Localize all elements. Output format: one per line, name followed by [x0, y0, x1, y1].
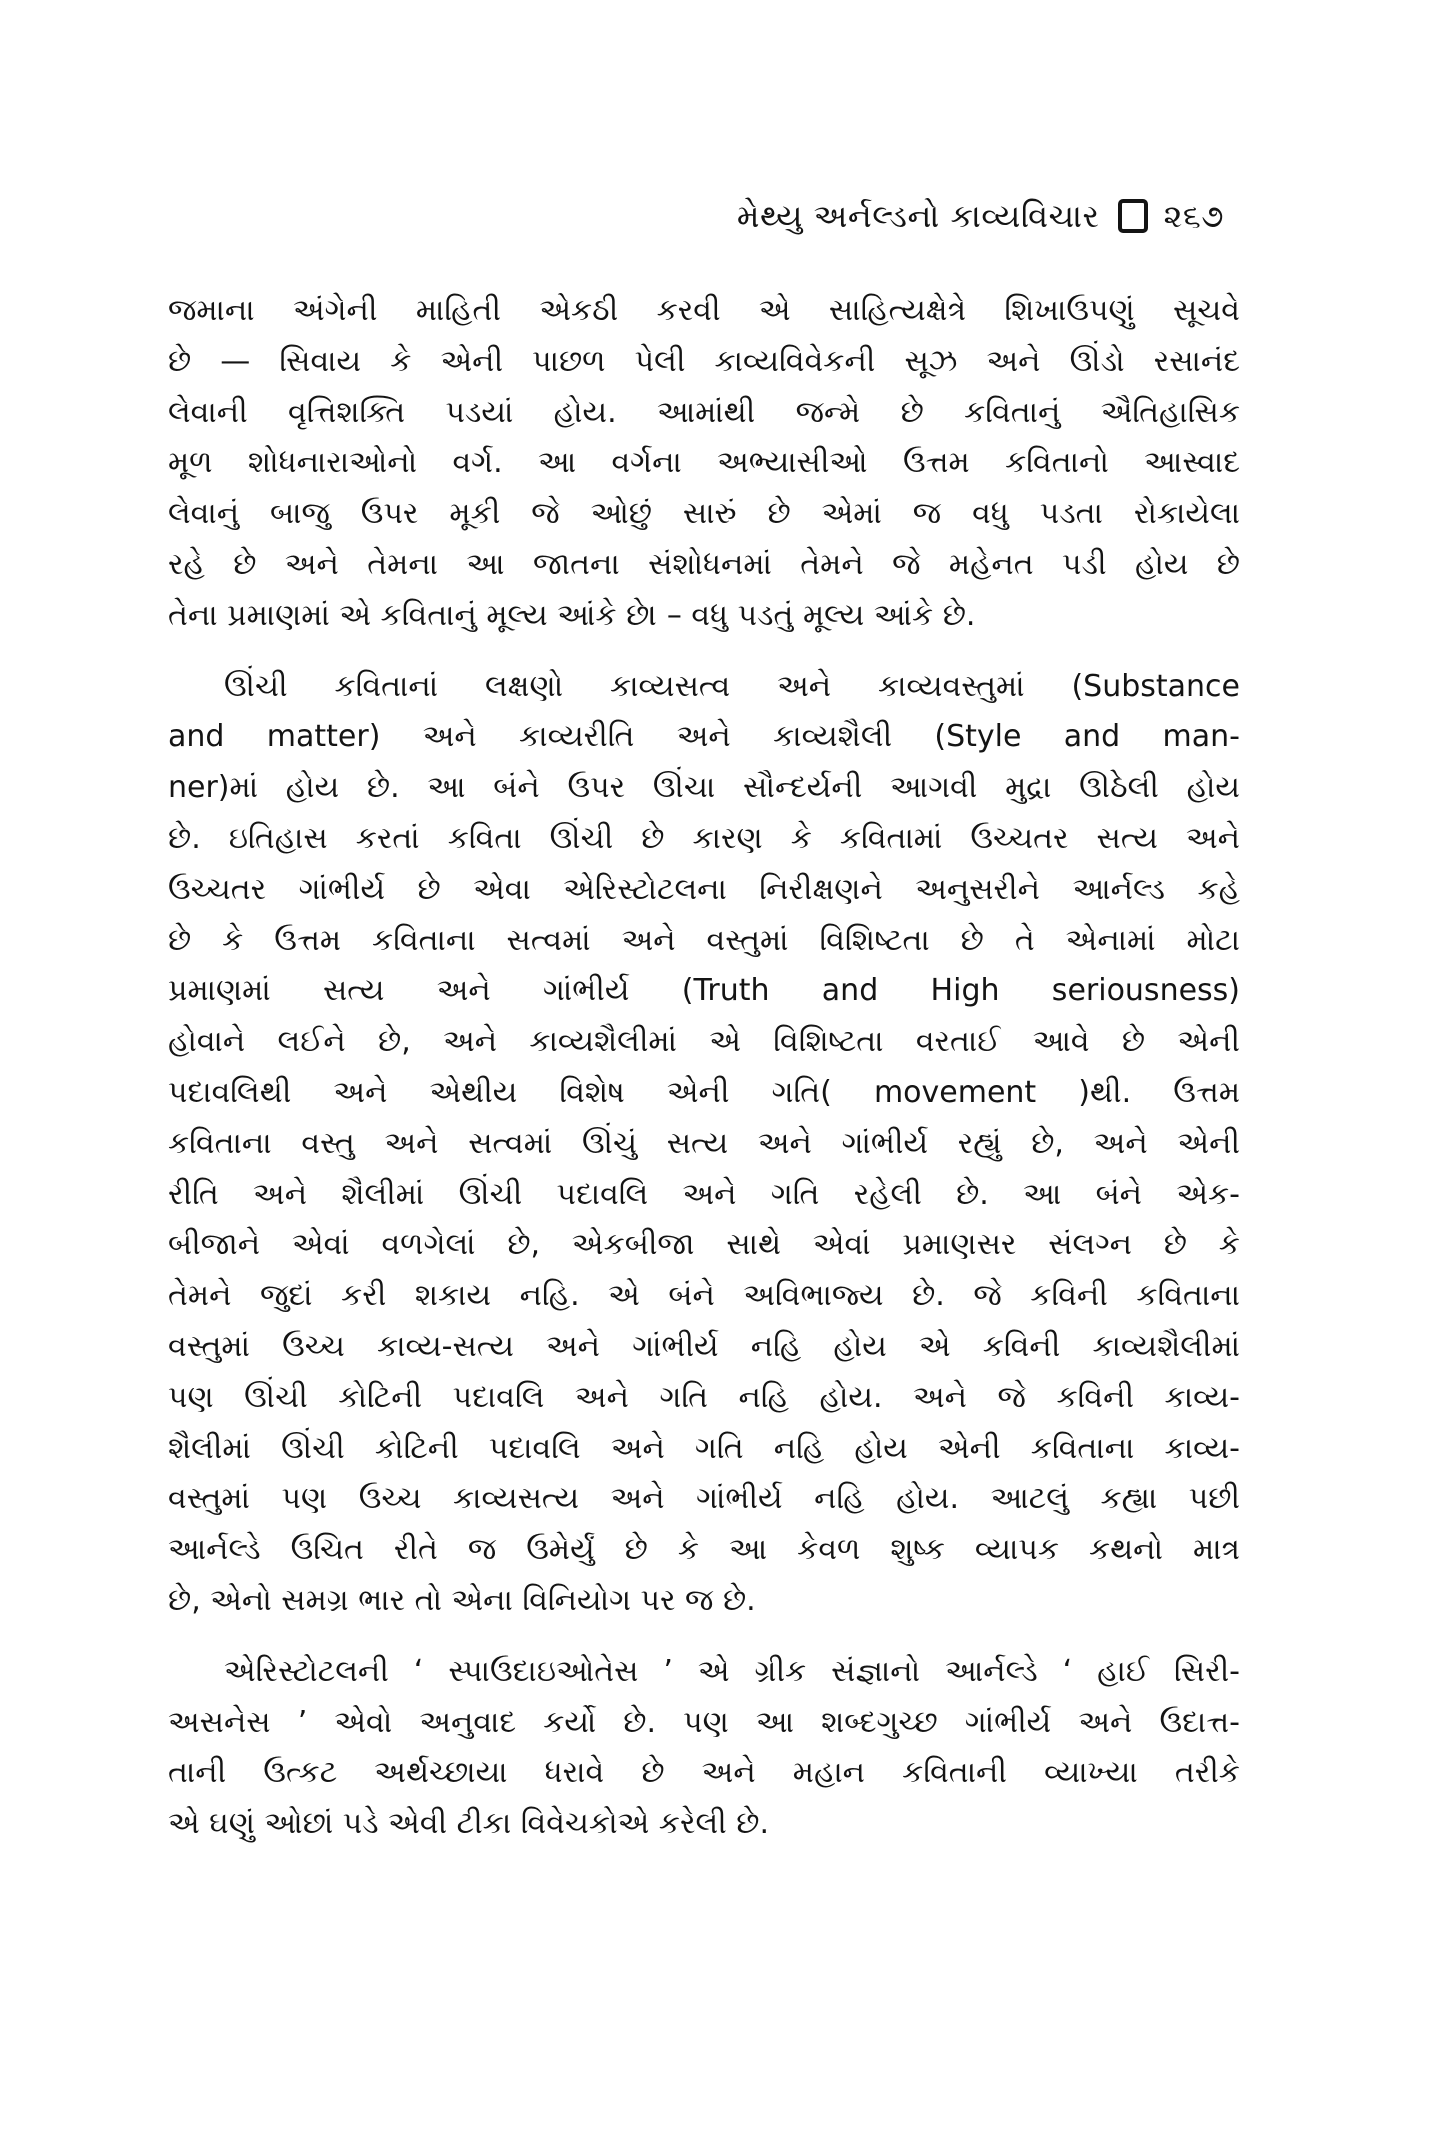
text-line: છે, એનો સમગ્ર ભાર તો એના વિનિયોગ પર જ છે.	[168, 1582, 756, 1618]
paragraph-2	[168, 662, 1240, 1627]
text-line: and matter) અને કાવ્યરીતિ અને કાવ્યશૈલી (Style and man-	[168, 719, 1240, 755]
text-line: અસનેસ ’ એવો અનુવાદ કર્યો છે. પણ આ શબ્દગુચ્છ ગાંભીર્ય અને ઉદાત્ત-	[168, 1704, 1240, 1740]
text-line: રીતિ અને શૈલીમાં ઊંચી પદાવલિ અને ગતિ રહેલી છે. આ બંને એક-	[168, 1176, 1240, 1212]
page-number: ૨૬૭	[1163, 197, 1224, 235]
text-line: ઊંચી કવિતાનાં લક્ષણો કાવ્યસત્વ અને કાવ્યવસ્તુમાં (Substance	[224, 668, 1240, 704]
paragraph-1	[168, 286, 1240, 642]
text-line: મૂળ શોધનારાઓનો વર્ગ. આ વર્ગના અભ્યાસીઓ ઉત્તમ કવિતાનો આસ્વાદ	[168, 445, 1240, 481]
text-line: તાની ઉત્કટ અર્થચ્છાયા ધરાવે છે અને મહાન કવિતાની વ્યાખ્યા તરીકે	[168, 1755, 1240, 1791]
text-line: પણ ઊંચી કોટિની પદાવલિ અને ગતિ નહિ હોય. અને જે કવિની કાવ્ય-	[168, 1379, 1240, 1415]
text-line: બીજાને એવાં વળગેલાં છે, એકબીજા સાથે એવાં પ્રમાણસર સંલગ્ન છે કે	[168, 1227, 1240, 1263]
text-line: શૈલીમાં ઊંચી કોટિની પદાવલિ અને ગતિ નહિ હોય એની કવિતાના કાવ્ય-	[168, 1430, 1240, 1466]
text-line: પ્રમાણમાં સત્ય અને ગાંભીર્ય (Truth and High seriousness)	[168, 973, 1240, 1009]
text-line: લેવાનું બાજુ ઉપર મૂકી જે ઓછું સારું છે એમાં જ વધુ પડતા રોકાયેલા	[168, 496, 1240, 532]
text-line: વસ્તુમાં પણ ઉચ્ચ કાવ્યસત્ય અને ગાંભીર્ય નહિ હોય. આટલું કહ્યા પછી	[168, 1481, 1240, 1517]
running-head	[737, 196, 1224, 236]
text-line: આર્નલ્ડે ઉચિત રીતે જ ઉમેર્યું છે કે આ કેવળ શુષ્ક વ્યાપક કથનો માત્ર	[168, 1532, 1240, 1568]
text-line: એ ઘણું ઓછાં પડે એવી ટીકા વિવેચકોએ કરેલી છે.	[168, 1806, 769, 1842]
paragraph-3	[168, 1647, 1240, 1850]
text-line: ઉચ્ચતર ગાંભીર્ય છે એવા એરિસ્ટોટલના નિરીક્ષણને અનુસરીને આર્નલ્ડ કહે	[168, 871, 1240, 907]
text-line: લેવાની વૃત્તિશક્તિ પડયાં હોય. આમાંથી જન્મે છે કવિતાનું ઐતિહાસિક	[168, 394, 1240, 430]
text-line: જમાના અંગેની માહિતી એકઠી કરવી એ સાહિત્યક્ષેત્રે શિખાઉપણું સૂચવે	[168, 293, 1240, 328]
text-line: કવિતાના વસ્તુ અને સત્વમાં ઊંચું સત્ય અને ગાંભીર્ય રહ્યું છે, અને એની	[168, 1125, 1240, 1161]
text-line: વસ્તુમાં ઉચ્ચ કાવ્ય-સત્ય અને ગાંભીર્ય નહિ હોય એ કવિની કાવ્યશૈલીમાં	[168, 1328, 1240, 1364]
text-line: તેમને જુદાં કરી શકાય નહિ. એ બંને અવિભાજ્ય છે. જે કવિની કવિતાના	[168, 1278, 1240, 1314]
running-title: મેથ્યુ અર્નલ્ડનો કાવ્યવિચાર	[736, 197, 1100, 235]
body-text	[168, 286, 1240, 1850]
text-line: રહે છે અને તેમના આ જાતના સંશોધનમાં તેમને જે મહેનત પડી હોય છે	[168, 546, 1240, 582]
text-line: છે. ઇતિહાસ કરતાં કવિતા ઊંચી છે કારણ કે કવિતામાં ઉચ્ચતર સત્ય અને	[168, 820, 1240, 856]
text-line: છે કે ઉત્તમ કવિતાના સત્વમાં અને વસ્તુમાં વિશિષ્ટતા છે તે એનામાં મોટા	[168, 922, 1240, 958]
text-line: એરિસ્ટોટલની ‘ સ્પાઉદાઇઓતેસ ’ એ ગ્રીક સંજ્ઞાનો આર્નલ્ડે ‘ હાઈ સિરી-	[224, 1653, 1240, 1689]
square-ornament-icon	[1118, 199, 1148, 233]
text-line: તેના પ્રમાણમાં એ કવિતાનું મૂલ્ય આંકે છે। – વધુ પડતું મૂલ્ય આંકે છે.	[168, 597, 976, 633]
text-line: ner)માં હોય છે. આ બંને ઉપર ઊંચા સૌન્દર્યની આગવી મુદ્રા ઊઠેલી હોય	[168, 770, 1240, 806]
text-line: છે — સિવાય કે એની પાછળ પેલી કાવ્યવિવેકની સૂઝ અને ઊંડો રસાનંદ	[168, 343, 1240, 379]
text-line: હોવાને લઈને છે, અને કાવ્યશૈલીમાં એ વિશિષ્ટતા વરતાઈ આવે છે એની	[168, 1024, 1240, 1060]
text-line: પદાવલિથી અને એથીય વિશેષ એની ગતિ( movement )થી. ઉત્તમ	[168, 1074, 1240, 1110]
